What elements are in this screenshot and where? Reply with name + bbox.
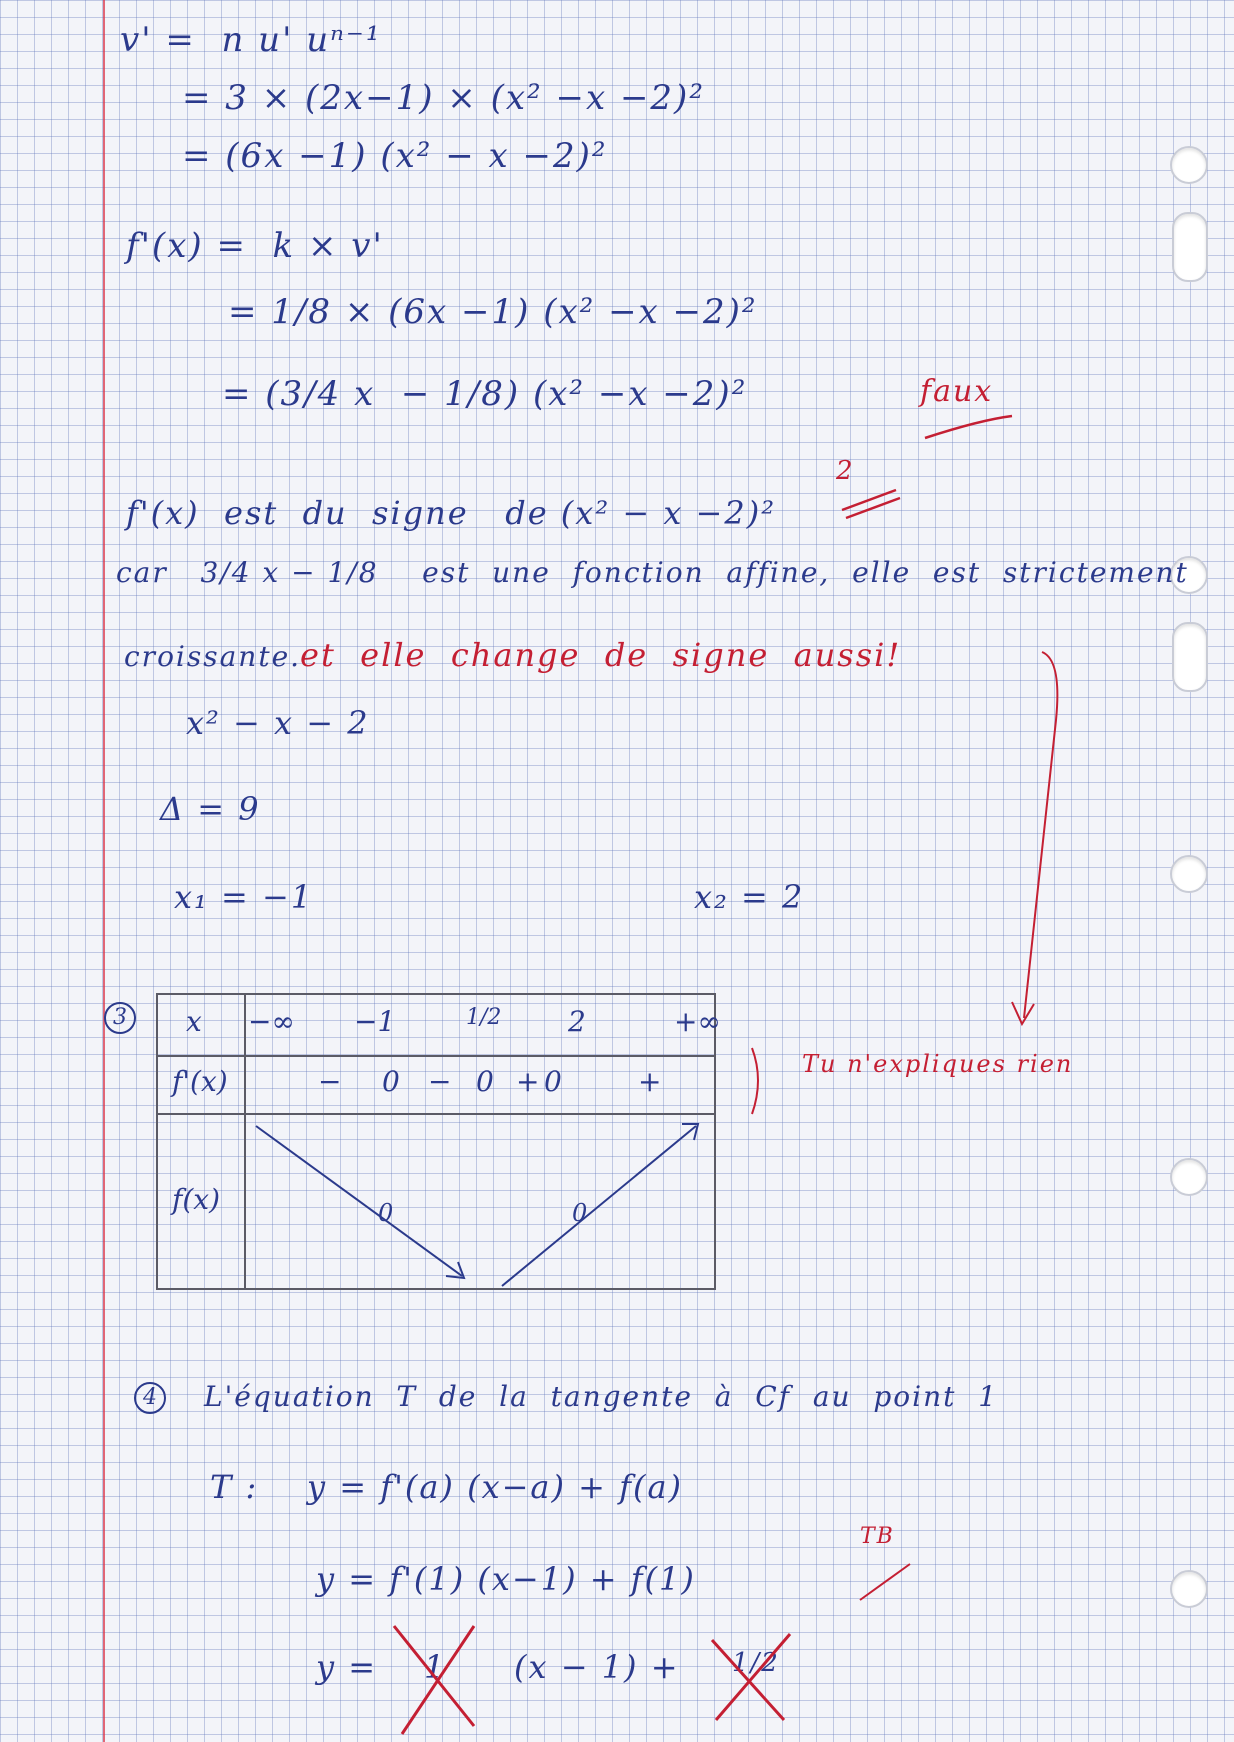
- row-x-label: x: [186, 1005, 202, 1038]
- sign-sentence-2: car 3/4 x − 1/8 est une fonction affine, elle est strictement: [116, 556, 1189, 589]
- red-comment-table: Tu n'expliques rien: [802, 1050, 1074, 1078]
- x-value: +∞: [674, 1005, 721, 1038]
- tangent-final-middle: (x − 1) +: [514, 1648, 680, 1686]
- fprime-sign: −: [318, 1065, 342, 1098]
- tangent-general-equation: T : y = f'(a) (x−a) + f(a): [210, 1468, 684, 1506]
- question-3-number: 3: [104, 1002, 136, 1034]
- tangent-slope-value: 1: [424, 1648, 447, 1686]
- f-derivative-formula: f'(x) = k × v': [126, 226, 384, 266]
- root-x1: x₁ = −1: [174, 878, 314, 916]
- f-derivative-step: = 1/8 × (6x −1) (x² −x −2)²: [228, 292, 758, 332]
- fprime-sign: +: [638, 1065, 662, 1098]
- fprime-sign: 0: [544, 1065, 562, 1098]
- row-f-label: f(x): [172, 1183, 221, 1216]
- x-value: 2: [568, 1005, 586, 1038]
- fprime-sign: −: [428, 1065, 452, 1098]
- fprime-sign: 0: [382, 1065, 400, 1098]
- tangent-equation-at-1: y = f'(1) (x−1) + f(1): [316, 1560, 696, 1598]
- fprime-sign: 0: [476, 1065, 494, 1098]
- zero-mark: 0: [572, 1199, 588, 1227]
- tangent-heading: L'équation T de la tangente à Cf au point 1: [204, 1380, 999, 1413]
- fprime-sign: +: [516, 1065, 540, 1098]
- discriminant: Δ = 9: [160, 790, 261, 828]
- v-derivative-step: = 3 × (2x−1) × (x² −x −2)²: [182, 78, 705, 118]
- sign-sentence-3: croissante.: [124, 640, 302, 673]
- red-exponent: 2: [836, 456, 855, 486]
- red-comment-sign: et elle change de signe aussi!: [300, 636, 902, 674]
- x-value: −1: [354, 1005, 396, 1038]
- x-value: 1/2: [466, 1005, 502, 1030]
- row-fprime-label: f'(x): [172, 1065, 228, 1098]
- faux-correction: faux: [920, 374, 994, 409]
- v-derivative-formula: v' = n u' uⁿ⁻¹: [120, 20, 382, 60]
- tangent-constant-value: 1/2: [732, 1648, 780, 1678]
- v-derivative-result: = (6x −1) (x² − x −2)²: [182, 136, 608, 176]
- tb-mark: TB: [860, 1524, 895, 1549]
- f-derivative-result: = (3/4 x − 1/8) (x² −x −2)²: [222, 374, 748, 414]
- root-x2: x₂ = 2: [694, 878, 805, 916]
- zero-mark: 0: [378, 1199, 394, 1227]
- sign-sentence-1: f'(x) est du signe de (x² − x −2)²: [126, 494, 777, 532]
- question-4-number: 4: [134, 1382, 166, 1414]
- polynomial: x² − x − 2: [186, 704, 370, 742]
- x-value: −∞: [248, 1005, 295, 1038]
- tangent-final-prefix: y =: [316, 1648, 378, 1686]
